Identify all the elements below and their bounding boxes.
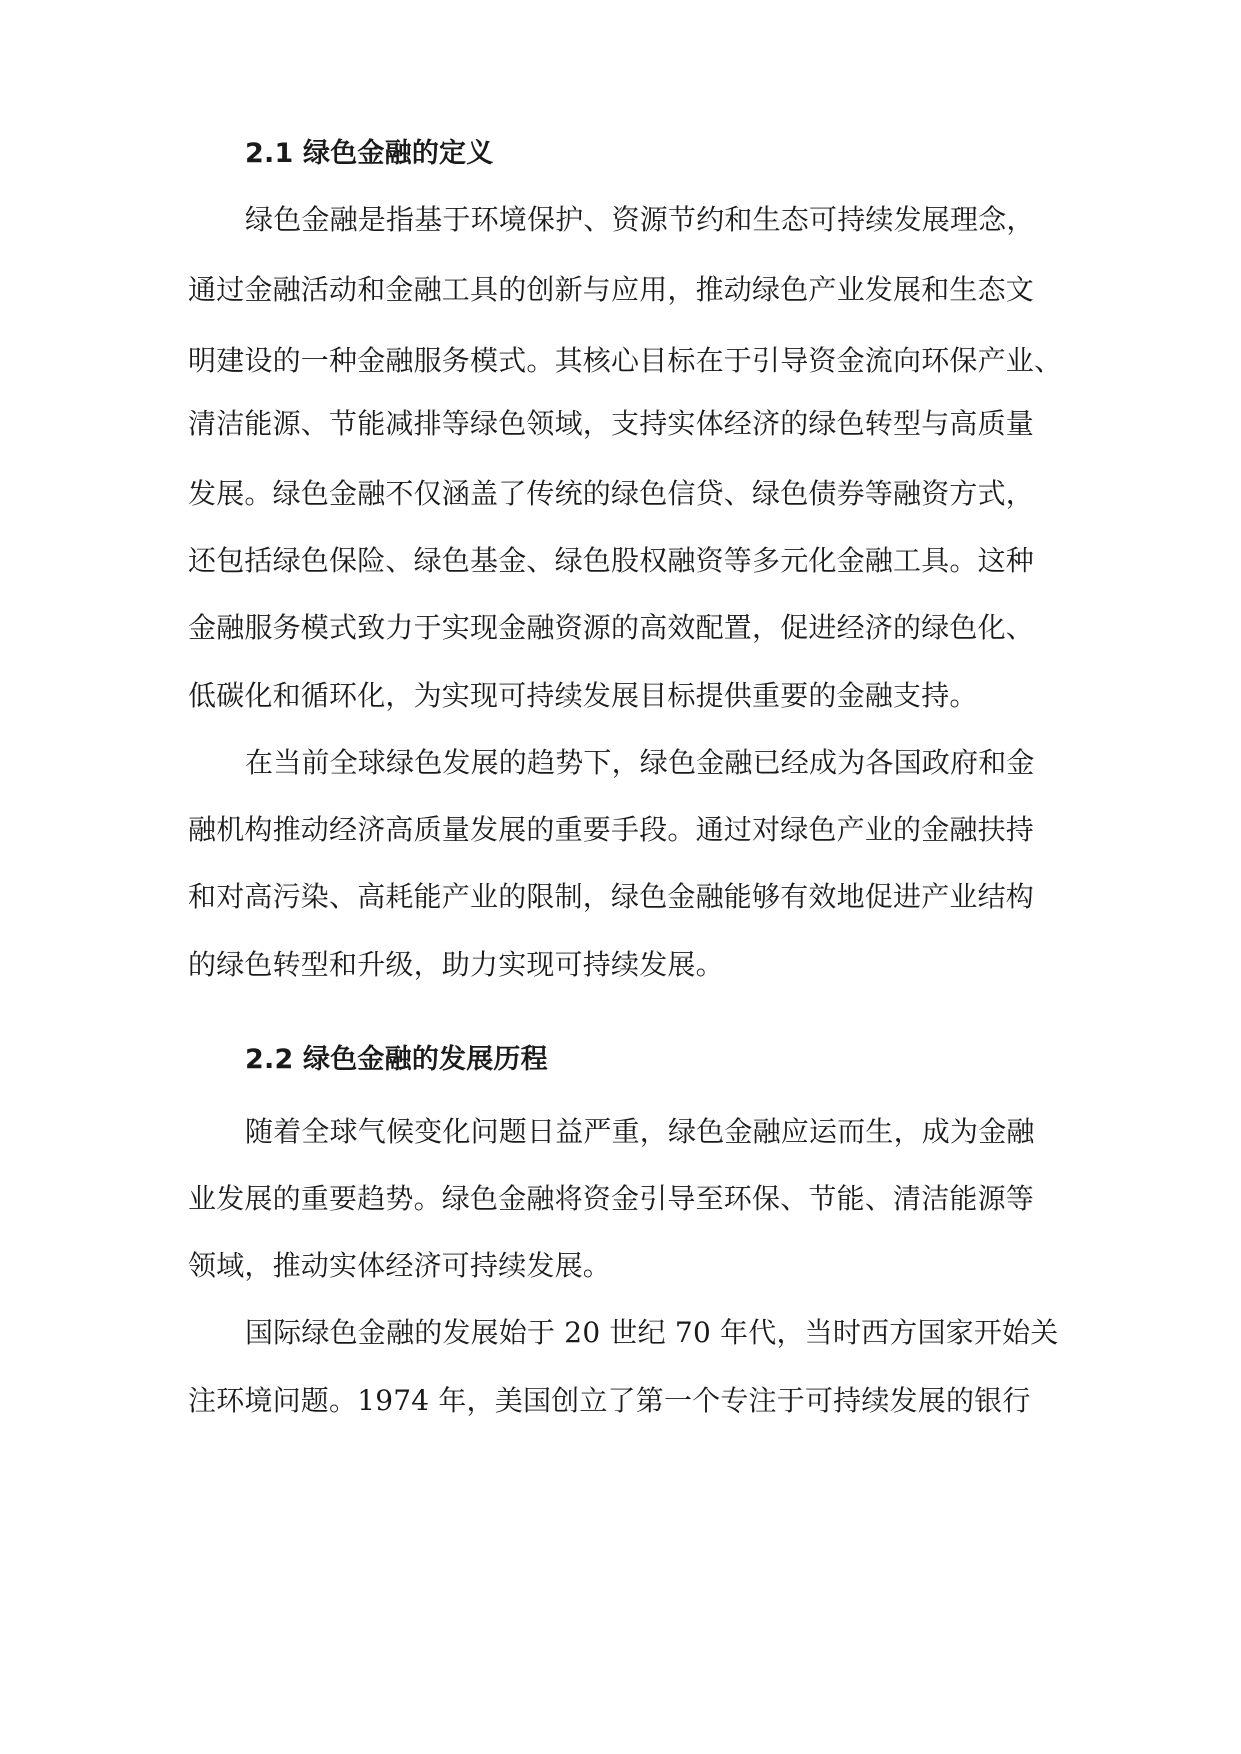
paragraph-line: 随着全球气候变化问题日益严重，绿色金融应运而生，成为金融 <box>245 1115 1035 1148</box>
section-heading-2-1: 2.1 绿色金融的定义 <box>245 138 494 169</box>
paragraph-line: 明建设的一种金融服务模式。其核心目标在于引导资金流向环保产业、 <box>188 344 1063 377</box>
paragraph-line: 注环境问题。1974 年，美国创立了第一个专注于可持续发展的银行 <box>188 1384 1031 1417</box>
paragraph-line: 领域，推动实体经济可持续发展。 <box>188 1249 612 1282</box>
paragraph-line: 的绿色转型和升级，助力实现可持续发展。 <box>188 948 724 981</box>
paragraph-line: 金融服务模式致力于实现金融资源的高效配置，促进经济的绿色化、 <box>188 611 1035 644</box>
paragraph-line: 和对高污染、高耗能产业的限制，绿色金融能够有效地促进产业结构 <box>188 880 1035 913</box>
paragraph-line: 在当前全球绿色发展的趋势下，绿色金融已经成为各国政府和金 <box>245 746 1035 779</box>
paragraph-line: 国际绿色金融的发展始于 20 世纪 70 年代，当时西方国家开始关 <box>245 1316 1059 1349</box>
paragraph-line: 通过金融活动和金融工具的创新与应用，推动绿色产业发展和生态文 <box>188 273 1035 306</box>
section-heading-2-2: 2.2 绿色金融的发展历程 <box>245 1044 548 1075</box>
paragraph-line: 绿色金融是指基于环境保护、资源节约和生态可持续发展理念， <box>245 203 1035 236</box>
paragraph-line: 发展。绿色金融不仅涵盖了传统的绿色信贷、绿色债券等融资方式， <box>188 477 1035 510</box>
paragraph-line: 融机构推动经济高质量发展的重要手段。通过对绿色产业的金融扶持 <box>188 813 1035 846</box>
paragraph-line: 还包括绿色保险、绿色基金、绿色股权融资等多元化金融工具。这种 <box>188 544 1035 577</box>
paragraph-line: 低碳化和循环化，为实现可持续发展目标提供重要的金融支持。 <box>188 679 978 712</box>
paragraph-line: 业发展的重要趋势。绿色金融将资金引导至环保、节能、清洁能源等 <box>188 1182 1035 1215</box>
paragraph-line: 清洁能源、节能减排等绿色领域，支持实体经济的绿色转型与高质量 <box>188 407 1035 440</box>
